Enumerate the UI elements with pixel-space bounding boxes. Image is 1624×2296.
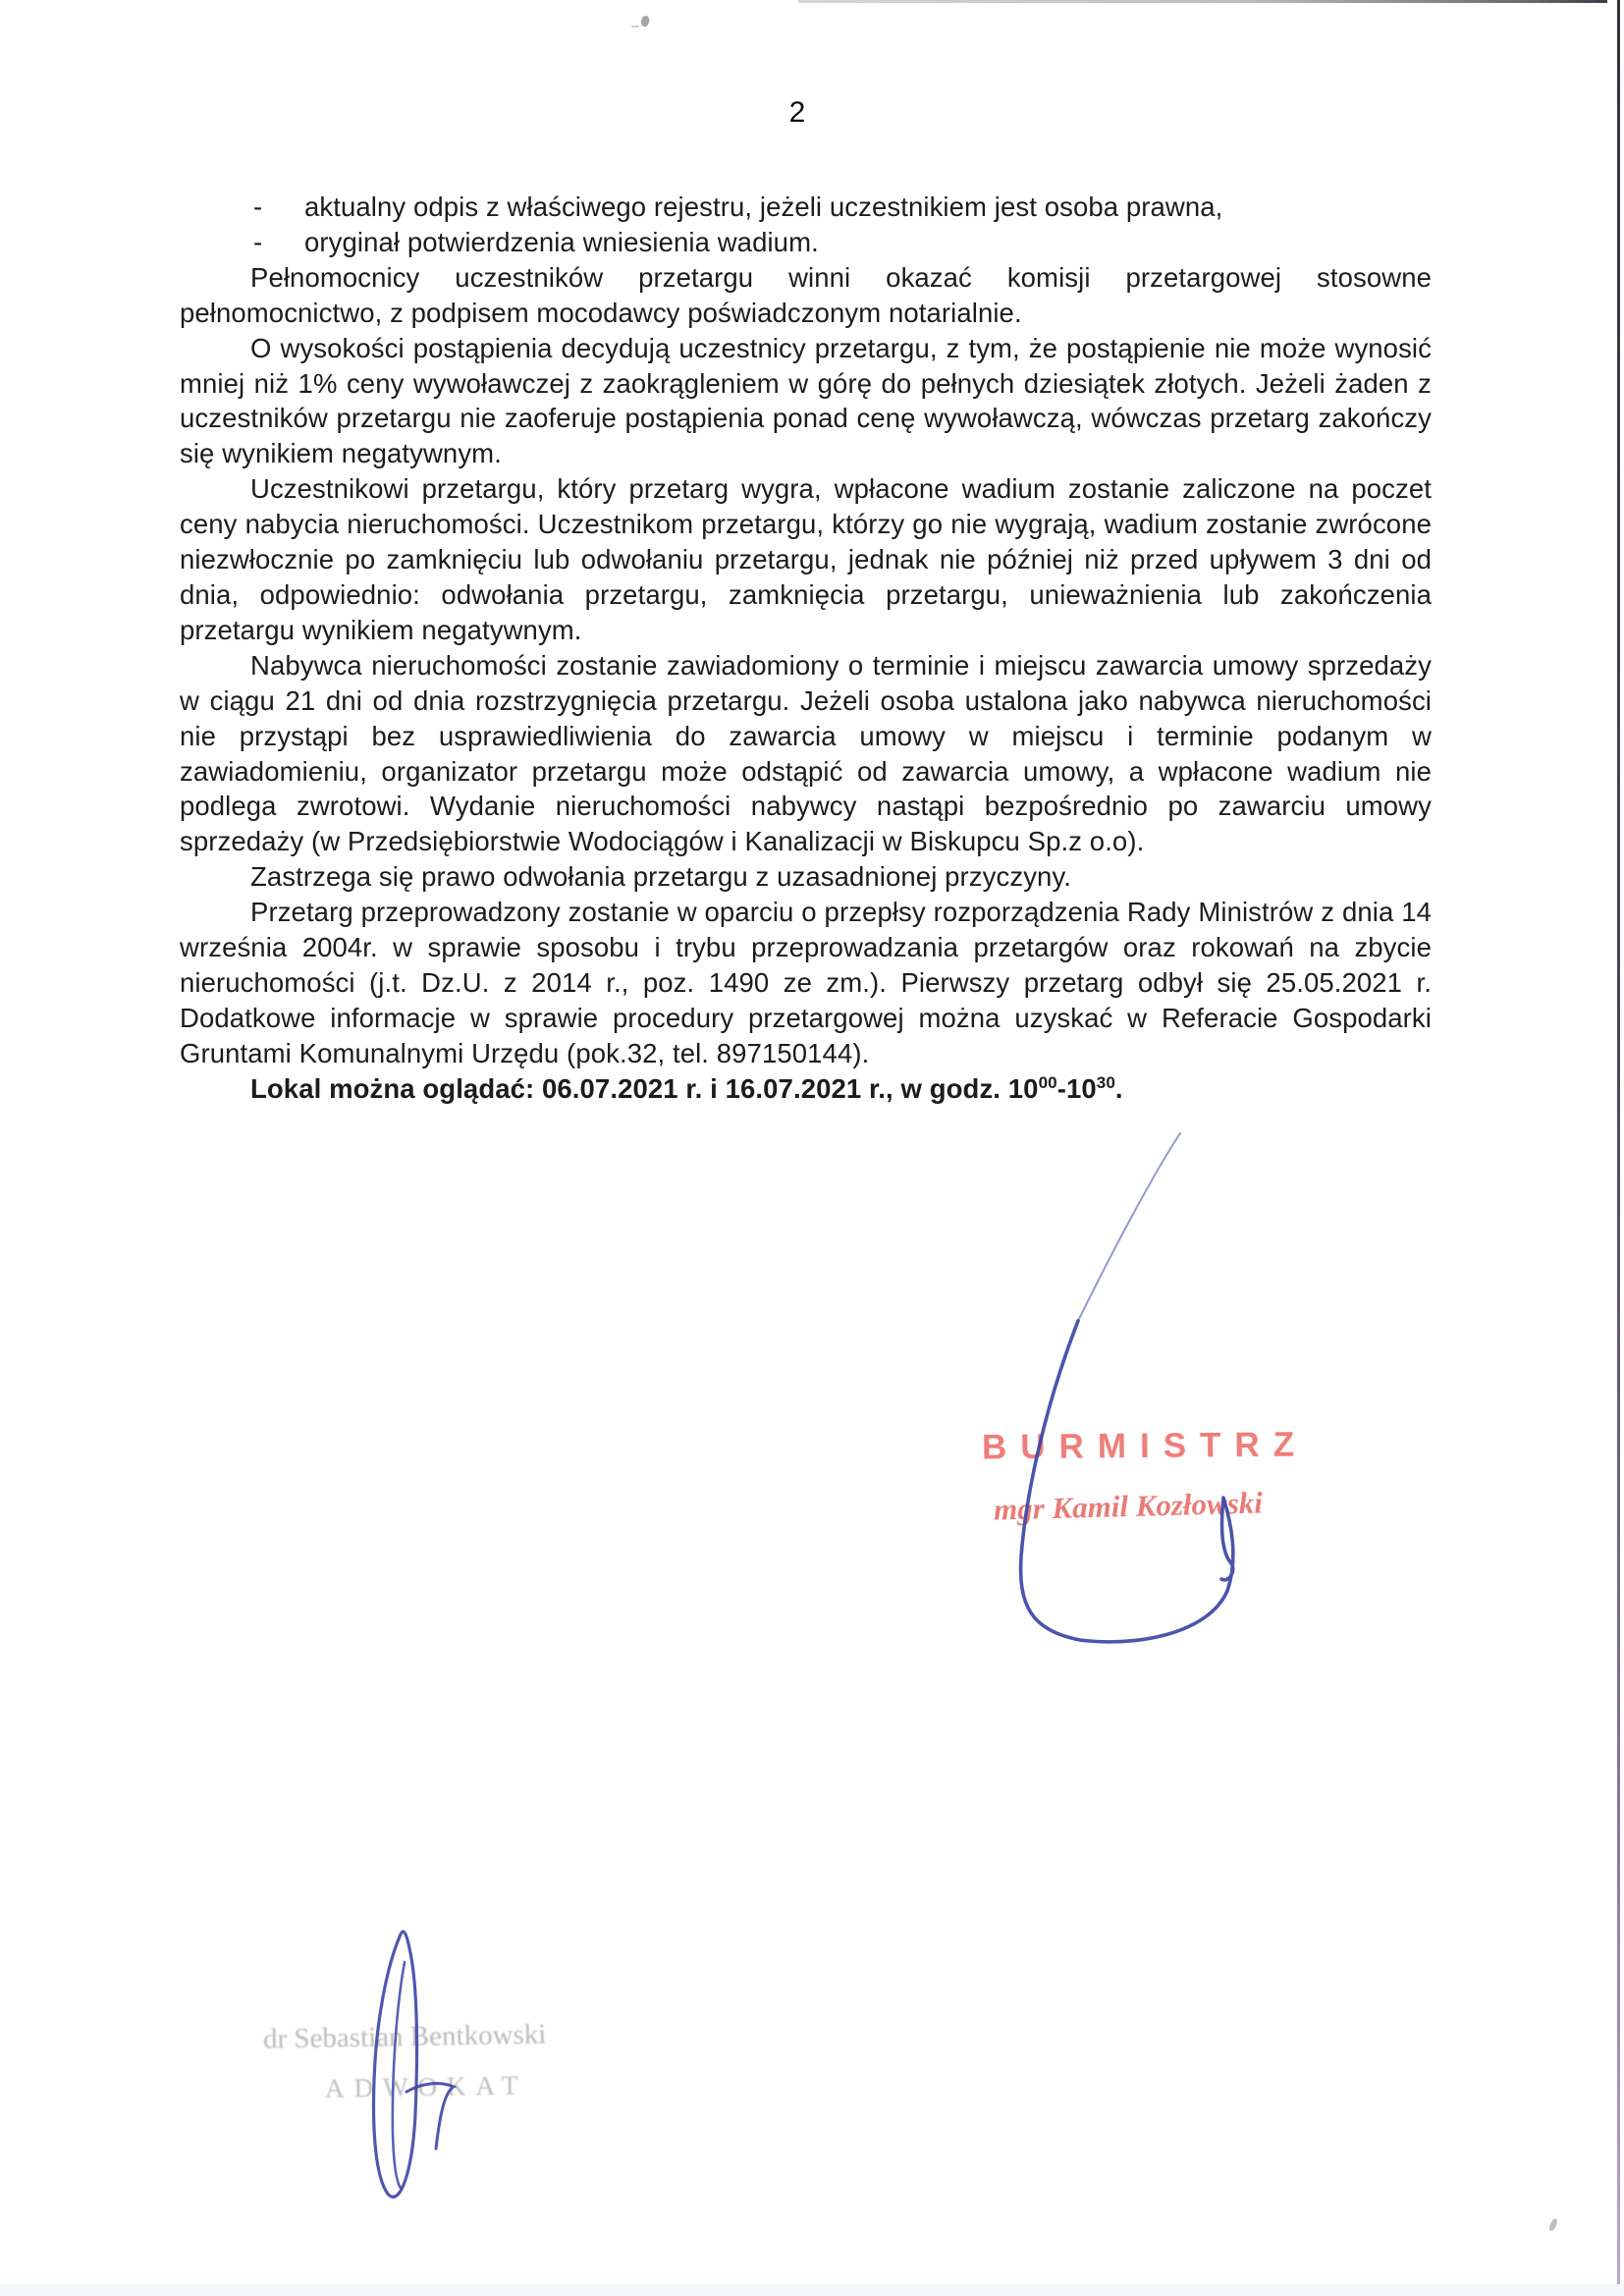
list-item xyxy=(180,225,1432,260)
paragraph: O wysokości postąpienia decydują uczestnicy przetargu, z tym, że postąpienie nie może wynosić mniej niż 1% ceny wywoławczej z zaokrągleniem w górę do pełnych dziesiątek złotych. Jeżeli żaden z uczestników przetargu nie zaoferuje postąpienia ponad cenę wywoławczą, wówczas przetarg zakończy się wynikiem negatywnym. xyxy=(180,332,1432,469)
viewing-text: . xyxy=(1114,1072,1123,1104)
paragraph: Uczestnikowi przetargu, który przetarg wygra, wpłacone wadium zostanie zaliczone na poczet ceny nabycia nieruchomości. Uczestnikom przetargu, którzy go nie wygrają, wadium zostanie zwrócone niezwłocznie po zamknięciu lub odwołaniu przetargu, jednak nie później niż przed upływem 3 dni od dnia, odpowiednio: odwołania przetargu, zamknięcia przetargu, unieważnienia lub zakończenia przetargu wynikiem negatywnym. xyxy=(180,473,1432,645)
bullet-text: aktualny odpis z właściwego rejestru, jeżeli uczestnikiem jest osoba prawna, xyxy=(304,191,1223,222)
attorney-signature-ink xyxy=(344,1923,481,2217)
superscript-minutes: 00 xyxy=(1038,1072,1057,1092)
viewing-text: Lokal można oglądać: 06.07.2021 r. i 16.07.2021 r., w godz. 10 xyxy=(250,1072,1039,1104)
mayor-signature-ink xyxy=(933,1120,1309,1669)
viewing-hours-line xyxy=(180,1071,1432,1107)
list-item xyxy=(180,190,1432,225)
page-number: 2 xyxy=(788,96,806,129)
scan-edge-right-line xyxy=(1617,0,1620,2296)
scan-edge-bottom-strip xyxy=(0,2284,1624,2296)
mayor-stamp-name: mgr Kamil Kozłowski xyxy=(993,1485,1264,1527)
bullet-dash: - xyxy=(253,226,263,257)
scan-edge-top-line xyxy=(798,0,1607,3)
paragraph: Przetarg przeprowadzony zostanie w oparciu o przepłsy rozporządzenia Rady Ministrów z dnia 14 września 2004r. w sprawie sposobu i trybu przeprowadzania przetargów oraz rokowań na zbycie nieruchomości (j.t. Dz.U. z 2014 r., poz. 1490 ze zm.). Pierwszy przetarg odbył się 25.05.2021 r. Dodatkowe informacje w sprawie procedury przetargowej można uzyskać w Referacie Gospodarki Gruntami Komunalnymi Urzędu (pok.32, tel. 897150144). xyxy=(180,897,1432,1068)
superscript-minutes: 30 xyxy=(1096,1072,1115,1092)
document-body xyxy=(180,190,1432,1107)
mayor-stamp-title: BURMISTRZ xyxy=(981,1425,1309,1467)
bullet-text: oryginał potwierdzenia wniesienia wadium. xyxy=(304,226,819,257)
paragraph: Pełnomocnicy uczestników przetargu winni okazać komisji przetargowej stosowne pełnomocnictwo, z podpisem mocodawcy poświadczonym notarialnie. xyxy=(180,261,1432,328)
paragraph: Nabywca nieruchomości zostanie zawiadomiony o terminie i miejscu zawarcia umowy sprzedaży w ciągu 21 dni od dnia rozstrzygnięcia przetargu. Jeżeli osoba ustalona jako nabywca nieruchomości nie przystąpi bez usprawiedliwienia do zawarcia umowy w miejscu i terminie podanym w zawiadomieniu, organizator przetargu może odstąpić od zawarcia umowy, a wpłacone wadium nie podlega zwrotowi. Wydanie nieruchomości nabywcy nastąpi bezpośrednio po zawarciu umowy sprzedaży (w Przedsiębiorstwie Wodociągów i Kanalizacji w Biskupcu Sp.z o.o). xyxy=(180,649,1432,857)
attorney-stamp-name: dr Sebastian Bentkowski xyxy=(262,2018,547,2055)
attorney-stamp-title: ADWOKAT xyxy=(324,2070,528,2104)
paragraph: Zastrzega się prawo odwołania przetargu z uzasadnionej przyczyny. xyxy=(250,861,1071,893)
bullet-dash: - xyxy=(253,191,263,222)
scan-speck xyxy=(631,26,639,27)
viewing-text: -10 xyxy=(1056,1072,1097,1104)
scan-speck xyxy=(1548,2217,1559,2231)
scan-speck xyxy=(639,15,650,27)
